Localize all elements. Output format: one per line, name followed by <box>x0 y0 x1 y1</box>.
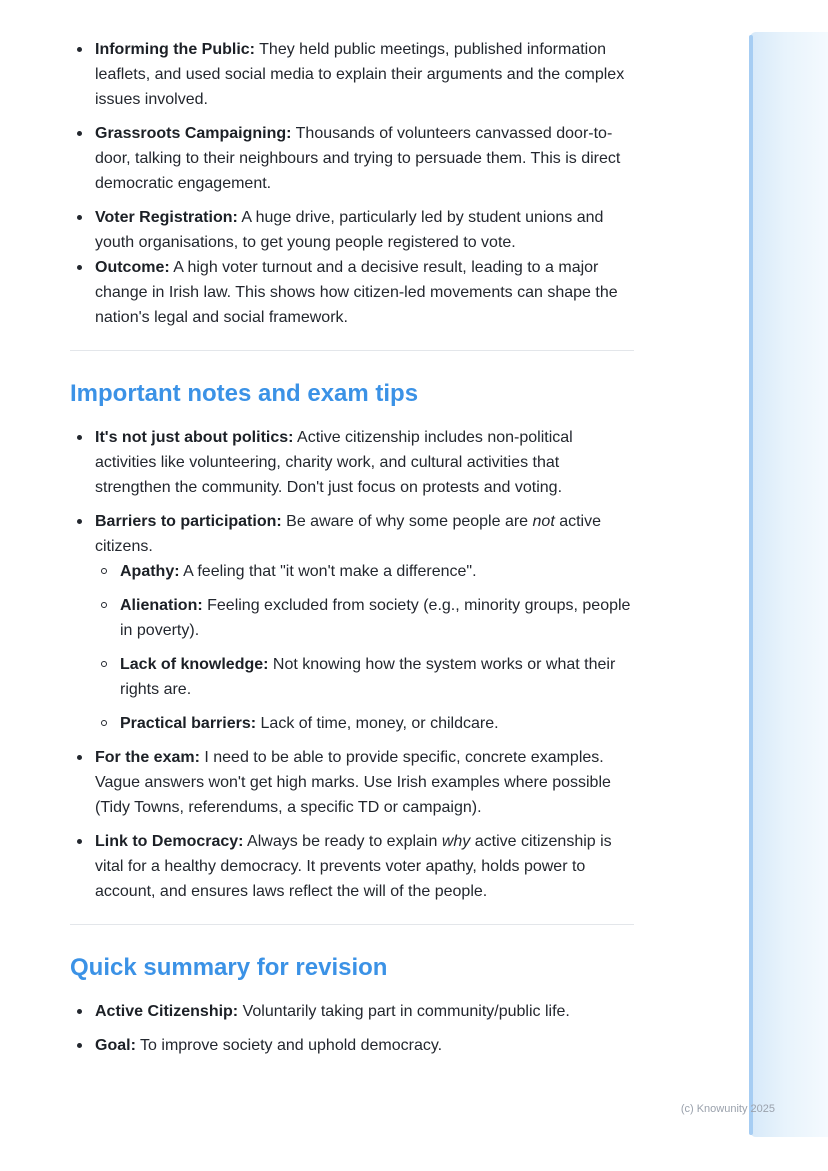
list-item <box>95 593 634 643</box>
list-item <box>95 711 634 736</box>
term-text: Not knowing how the system works or what their rights are. <box>120 656 616 698</box>
term-label: Lack of knowledge: <box>120 656 269 673</box>
quick-summary-list <box>70 999 634 1058</box>
section-heading-important-notes: Important notes and exam tips <box>70 380 419 407</box>
list-item <box>70 745 634 820</box>
important-notes-list <box>70 425 634 904</box>
term-label: Goal: <box>95 1037 136 1054</box>
term-text: Active citizenship includes non-political activities like volunteering, charity work, and cultural activities that strengthen the community. Don't just focus on protests and voting. <box>95 429 573 496</box>
term-label: Link to Democracy: <box>95 833 244 850</box>
list-item <box>70 255 634 330</box>
term-label: Barriers to participation: <box>95 513 282 530</box>
term-label: Outcome: <box>95 259 170 276</box>
list-item <box>70 999 634 1024</box>
term-text: Be aware of why some people are <box>281 513 533 530</box>
list-item <box>95 652 634 702</box>
list-item <box>70 425 634 500</box>
list-item <box>70 121 634 196</box>
term-text: Feeling excluded from society (e.g., minority groups, people in poverty). <box>120 597 631 639</box>
term-text: active citizens. <box>95 513 602 555</box>
term-label: Alienation: <box>120 597 203 614</box>
copyright-footer: (c) Knowunity 2025 <box>680 1103 775 1115</box>
term-text: I need to be able to provide specific, concrete examples. Vague answers won't get high marks. Use Irish examples where possible (Tidy Towns, referendums, a specific TD or campaign). <box>95 749 611 816</box>
list-item <box>70 829 634 904</box>
term-text: A high voter turnout and a decisive result, leading to a major change in Irish law. This shows how citizen-led movements can shape the nation's legal and social framework. <box>95 259 618 326</box>
document-content <box>70 37 634 1058</box>
term-text: Always be ready to explain <box>243 833 442 850</box>
page-edge-gradient <box>750 32 828 1137</box>
term-text: Voluntarily taking part in community/public life. <box>238 1003 570 1020</box>
term-label: Voter Registration: <box>95 209 238 226</box>
term-text: A huge drive, particularly led by student unions and youth organisations, to get young people registered to vote. <box>95 209 604 251</box>
list-item <box>70 37 634 112</box>
scrollbar-thumb[interactable] <box>749 35 753 1135</box>
term-label: For the exam: <box>95 749 200 766</box>
list-item <box>70 509 634 736</box>
emphasized-word: why <box>441 833 471 850</box>
term-label: Informing the Public: <box>95 41 255 58</box>
term-text: To improve society and uphold democracy. <box>135 1037 443 1054</box>
term-text: Lack of time, money, or childcare. <box>256 715 499 732</box>
case-study-outcome-list <box>70 255 634 330</box>
case-study-sublist <box>70 37 634 255</box>
section-divider <box>70 924 634 925</box>
section-divider <box>70 350 634 351</box>
term-label: Grassroots Campaigning: <box>95 125 292 142</box>
barriers-sublist <box>95 559 634 736</box>
section-heading-quick-summary: Quick summary for revision <box>70 954 388 981</box>
list-item <box>70 1033 634 1058</box>
emphasized-word: not <box>532 513 555 530</box>
term-text: active citizenship is vital for a healthy democracy. It prevents voter apathy, holds power to account, and ensures laws reflect the will of the people. <box>95 833 612 900</box>
term-text: They held public meetings, published information leaflets, and used social media to explain their arguments and the complex issues involved. <box>95 41 625 108</box>
term-label: Practical barriers: <box>120 715 257 732</box>
list-item <box>70 205 634 255</box>
term-label: It's not just about politics: <box>95 429 294 446</box>
term-label: Apathy: <box>120 563 180 580</box>
term-text: A feeling that "it won't make a difference". <box>179 563 477 580</box>
term-text: Thousands of volunteers canvassed door-to-door, talking to their neighbours and trying to persuade them. This is direct democratic engagement. <box>95 125 621 192</box>
list-item <box>95 559 634 584</box>
term-label: Active Citizenship: <box>95 1003 239 1020</box>
